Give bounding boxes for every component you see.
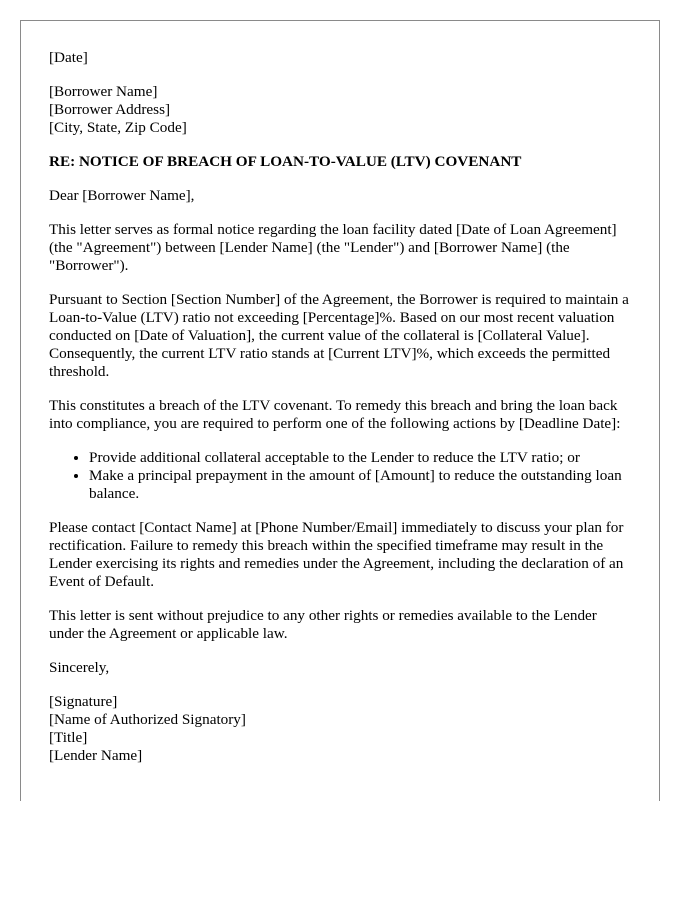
signature-block <box>49 693 633 765</box>
paragraph-contact: Please contact [Contact Name] at [Phone Number/Email] immediately to discuss your plan for rectification. Failure to remedy this breach within the specified timeframe may result in the Lender exercising its rights and remedies under the Agreement, including the declaration of an Event of Default. <box>49 519 624 590</box>
recipient-city-state-zip: [City, State, Zip Code] <box>49 119 187 136</box>
closing: Sincerely, <box>49 659 110 676</box>
date-text: [Date] <box>49 49 88 66</box>
signature-placeholder: [Signature] <box>49 693 118 710</box>
required-actions-list <box>49 449 633 503</box>
recipient-address-block <box>49 83 633 137</box>
paragraph-without-prejudice: This letter is sent without prejudice to any other rights or remedies available to the Lender under the Agreement or applicable law. <box>49 607 597 642</box>
lender-name: [Lender Name] <box>49 747 143 764</box>
paragraph-notice: This letter serves as formal notice regarding the loan facility dated [Date of Loan Agreement] (the "Agreement") between [Lender Name] (the "Lender") and [Borrower Name] (the "Borrower"). <box>49 221 617 274</box>
paragraph-breach: This constitutes a breach of the LTV covenant. To remedy this breach and bring the loan back into compliance, you are required to perform one of the following actions by [Deadline Date]: <box>49 397 621 432</box>
letter-page <box>20 20 660 801</box>
recipient-address: [Borrower Address] <box>49 101 171 118</box>
signatory-name: [Name of Authorized Signatory] <box>49 711 246 728</box>
subject-line: RE: NOTICE OF BREACH OF LOAN-TO-VALUE (LTV) COVENANT <box>49 153 522 170</box>
letter-date <box>49 49 633 67</box>
signatory-title: [Title] <box>49 729 88 746</box>
salutation: Dear [Borrower Name], <box>49 187 195 204</box>
recipient-name: [Borrower Name] <box>49 83 158 100</box>
list-item: • Make a principal prepayment in the amount of [Amount] to reduce the outstanding loan balance. <box>89 467 633 503</box>
paragraph-ltv-details: Pursuant to Section [Section Number] of the Agreement, the Borrower is required to maintain a Loan-to-Value (LTV) ratio not exceeding [Percentage]%. Based on our most recent valuation conducted on [Date of Valuation], the current value of the collateral is [Collateral Value]. Consequently, the current LTV ratio stands at [Current LTV]%, which exceeds the permitted threshold. <box>49 291 629 380</box>
list-item: • Provide additional collateral acceptable to the Lender to reduce the LTV ratio; or <box>89 449 633 467</box>
